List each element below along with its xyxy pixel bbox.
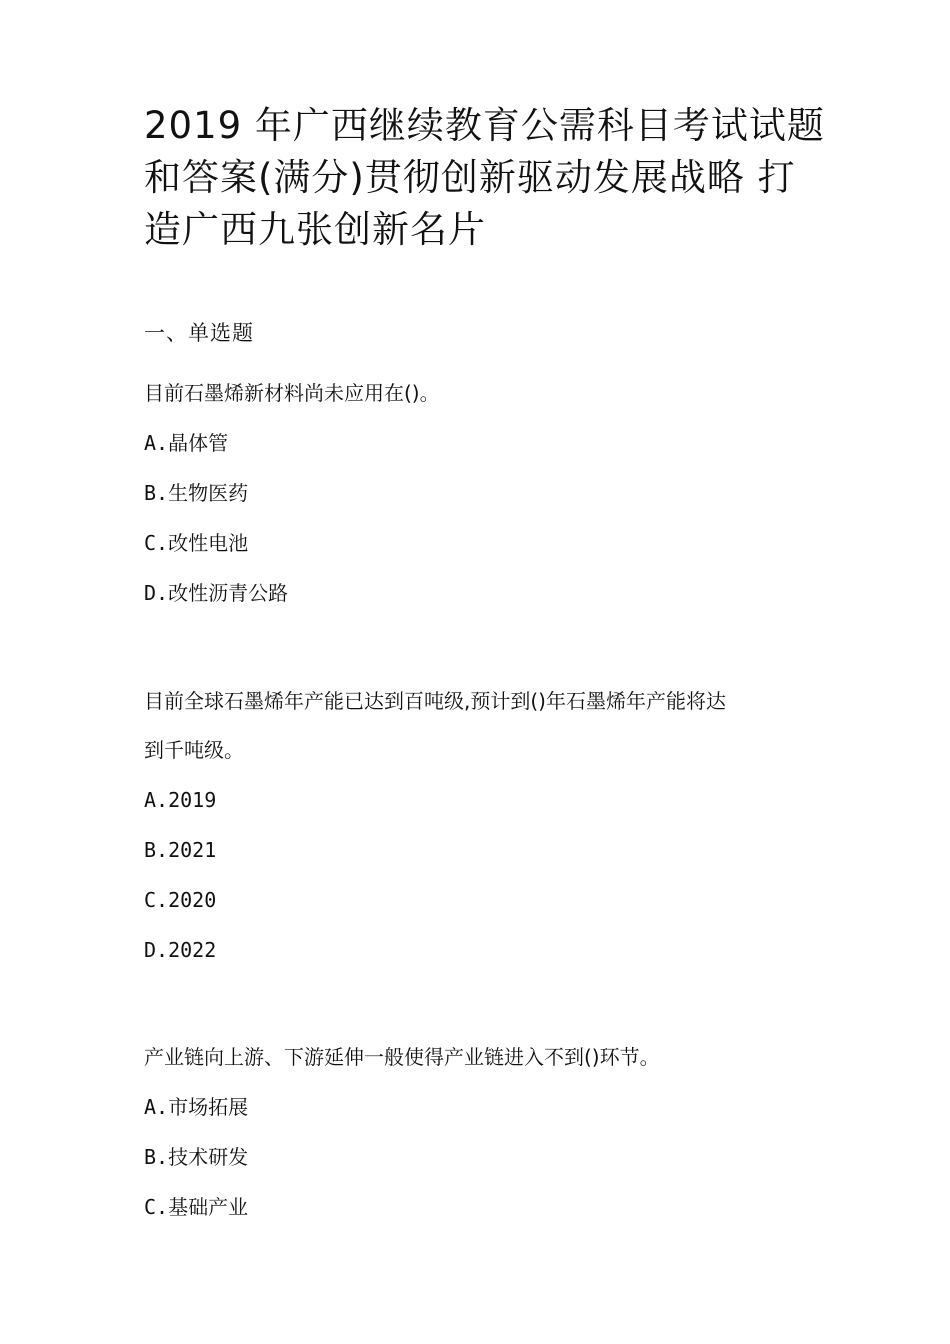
option-text: 基础产业	[168, 1195, 249, 1219]
option-key: B.	[144, 838, 169, 862]
option-key: D.	[144, 581, 169, 605]
question-stem: 目前全球石墨烯年产能已达到百吨级,预计到()年石墨烯年产能将达	[144, 689, 726, 713]
option-item	[144, 478, 248, 508]
option-text: 市场拓展	[168, 1095, 249, 1119]
option-text: 2021	[168, 838, 217, 862]
title-line: 2019 年广西继续教育公需科目考试试题	[144, 104, 825, 147]
option-key: D.	[144, 938, 169, 962]
option-item	[144, 1142, 248, 1172]
document-title	[144, 100, 824, 256]
question-stem: 目前石墨烯新材料尚未应用在()。	[144, 381, 440, 405]
option-key: C.	[144, 531, 169, 555]
option-text: 2020	[168, 888, 217, 912]
question-stem: 到千吨级。	[144, 738, 244, 762]
option-text: 晶体管	[168, 431, 229, 455]
option-text: 改性电池	[168, 531, 249, 555]
option-item	[144, 1192, 248, 1222]
option-item	[144, 1092, 248, 1122]
option-item	[144, 428, 228, 458]
option-item	[144, 785, 216, 815]
option-item	[144, 885, 216, 915]
option-key: A.	[144, 431, 169, 455]
title-line: 造广西九张创新名片	[144, 208, 486, 251]
option-key: C.	[144, 888, 169, 912]
option-item	[144, 935, 216, 965]
option-key: B.	[144, 1145, 169, 1169]
option-text: 2019	[168, 788, 217, 812]
option-item	[144, 835, 216, 865]
option-text: 2022	[168, 938, 217, 962]
option-key: B.	[144, 481, 169, 505]
question-stem: 产业链向上游、下游延伸一般使得产业链进入不到()环节。	[144, 1045, 660, 1069]
section-heading: 一、单选题	[144, 321, 254, 345]
option-item	[144, 578, 288, 608]
option-key: A.	[144, 1095, 169, 1119]
title-line: 和答案(满分)贯彻创新驱动发展战略 打	[144, 156, 796, 199]
option-text: 技术研发	[168, 1145, 249, 1169]
option-key: C.	[144, 1195, 169, 1219]
option-text: 生物医药	[168, 481, 249, 505]
option-text: 改性沥青公路	[168, 581, 289, 605]
option-item	[144, 528, 248, 558]
option-key: A.	[144, 788, 169, 812]
